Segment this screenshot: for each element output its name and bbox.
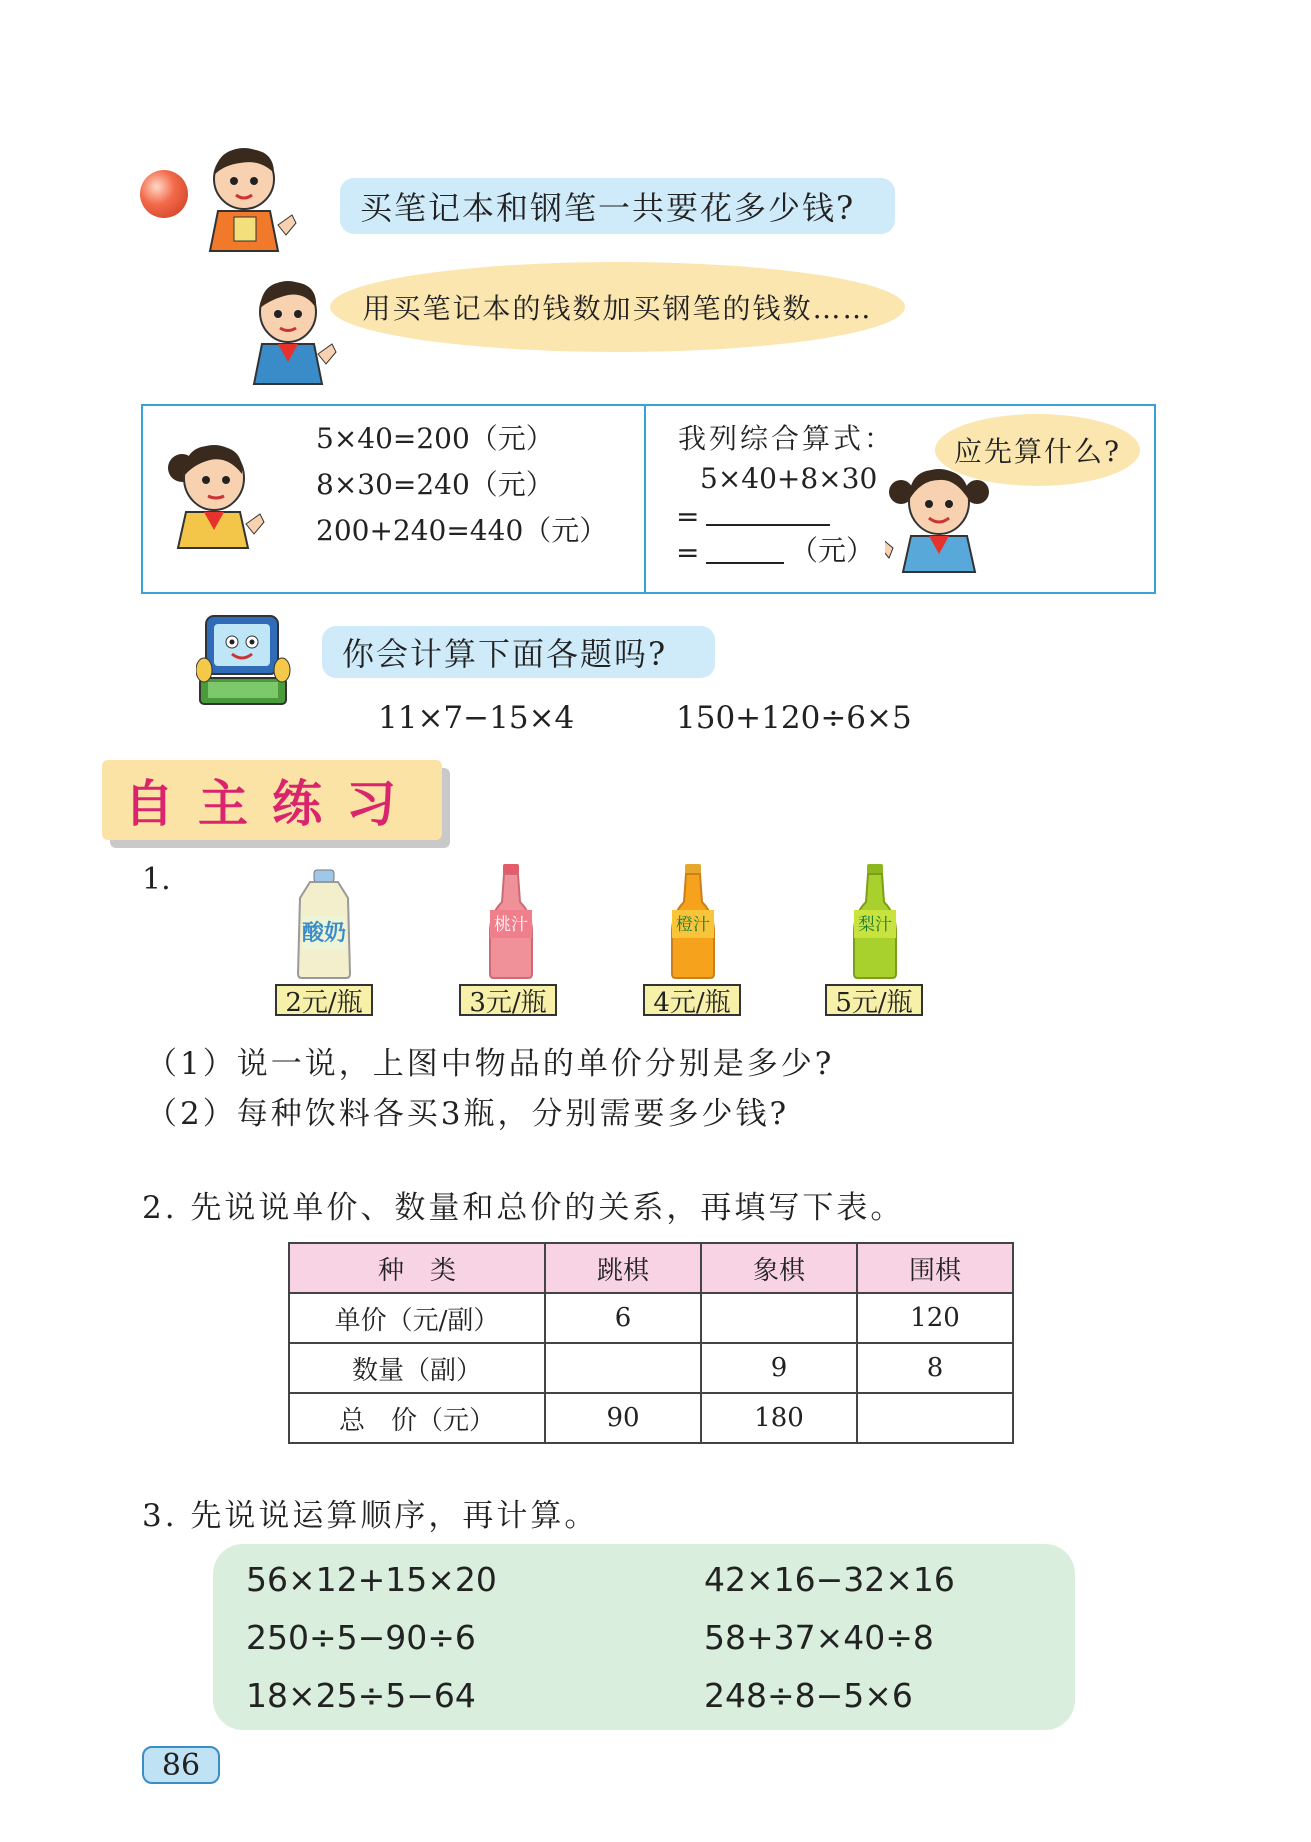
product-label-2: 桃汁: [494, 915, 528, 935]
method-line-1: 5×40=200（元）: [316, 422, 554, 455]
price-tag-4: 5元/瓶: [825, 984, 923, 1016]
red-ball-icon: [140, 170, 188, 218]
table-cell-blank[interactable]: [545, 1343, 701, 1393]
unit-label: （元）: [790, 534, 875, 567]
calc-right-3: 248÷8−5×6: [704, 1676, 913, 1715]
ex1-question-1: （1）说一说，上图中物品的单价分别是多少?: [146, 1046, 835, 1082]
product-label-1: 酸奶: [301, 921, 346, 946]
method-line-2: 8×30=240（元）: [316, 468, 554, 501]
calc-right-1: 42×16−32×16: [704, 1560, 955, 1599]
table-cell: 总 价（元）: [289, 1393, 545, 1443]
table-cell: 单价（元/副）: [289, 1293, 545, 1343]
girl-character-icon: [160, 438, 270, 550]
computer-robot-icon: [196, 612, 292, 712]
ex1-question-2: （2）每种饮料各买3瓶，分别需要多少钱?: [146, 1096, 790, 1132]
question-bubble: 买笔记本和钢笔一共要花多少钱?: [340, 178, 895, 234]
table-cell-blank[interactable]: [857, 1393, 1013, 1443]
table-cell-blank[interactable]: [701, 1293, 857, 1343]
answer-bubble: 用买笔记本的钱数加买钢笔的钱数……: [330, 262, 905, 352]
girl-character-icon: [885, 462, 995, 574]
answer-blank-1[interactable]: [706, 524, 830, 526]
box-divider: [644, 406, 646, 592]
table-header-row: [289, 1243, 1013, 1293]
table-cell: 8: [857, 1343, 1013, 1393]
calc-left-3: 18×25÷5−64: [246, 1676, 476, 1715]
ex2-instruction: 2. 先说说单价、数量和总价的关系，再填写下表。: [142, 1190, 905, 1226]
robot-bubble: 你会计算下面各题吗?: [322, 626, 715, 678]
boy-character-icon: [248, 278, 338, 386]
table-row: [289, 1393, 1013, 1443]
table-header-cell: 跳棋: [545, 1243, 701, 1293]
table-cell: 9: [701, 1343, 857, 1393]
method-line-3: 200+240=440（元）: [316, 514, 608, 547]
table-cell: 90: [545, 1393, 701, 1443]
calc-left-2: 250÷5−90÷6: [246, 1618, 476, 1657]
section-header: [102, 760, 442, 840]
challenge-expr-1: 11×7−15×4: [378, 700, 575, 736]
equals-1: =: [676, 500, 700, 533]
price-table: [288, 1242, 1014, 1444]
table-row: [289, 1343, 1013, 1393]
product-label-4: 梨汁: [858, 915, 892, 935]
price-tag-2: 3元/瓶: [459, 984, 557, 1016]
page-number: 86: [142, 1746, 220, 1784]
challenge-expr-2: 150+120÷6×5: [676, 700, 912, 736]
section-title: 自主练习: [124, 775, 420, 833]
answer-blank-2[interactable]: [706, 562, 784, 564]
price-tag-3: 4元/瓶: [643, 984, 741, 1016]
table-cell: 数量（副）: [289, 1343, 545, 1393]
equals-2: =: [676, 536, 700, 569]
product-label-3: 橙汁: [676, 915, 710, 935]
price-tag-1: 2元/瓶: [275, 984, 373, 1016]
calc-left-1: 56×12+15×20: [246, 1560, 497, 1599]
table-row: [289, 1293, 1013, 1343]
table-header-cell: 种 类: [289, 1243, 545, 1293]
ex1-number: 1.: [142, 862, 171, 897]
combined-title: 我列综合算式：: [678, 422, 896, 455]
table-header-cell: 象棋: [701, 1243, 857, 1293]
table-cell: 180: [701, 1393, 857, 1443]
calc-right-2: 58+37×40÷8: [704, 1618, 934, 1657]
boy-character-icon: [200, 145, 300, 253]
ex3-instruction: 3. 先说说运算顺序，再计算。: [142, 1498, 599, 1534]
table-cell: 120: [857, 1293, 1013, 1343]
hint-bubble: 应先算什么?: [935, 414, 1140, 486]
combined-expression: 5×40+8×30: [700, 462, 878, 495]
table-header-cell: 围棋: [857, 1243, 1013, 1293]
table-cell: 6: [545, 1293, 701, 1343]
